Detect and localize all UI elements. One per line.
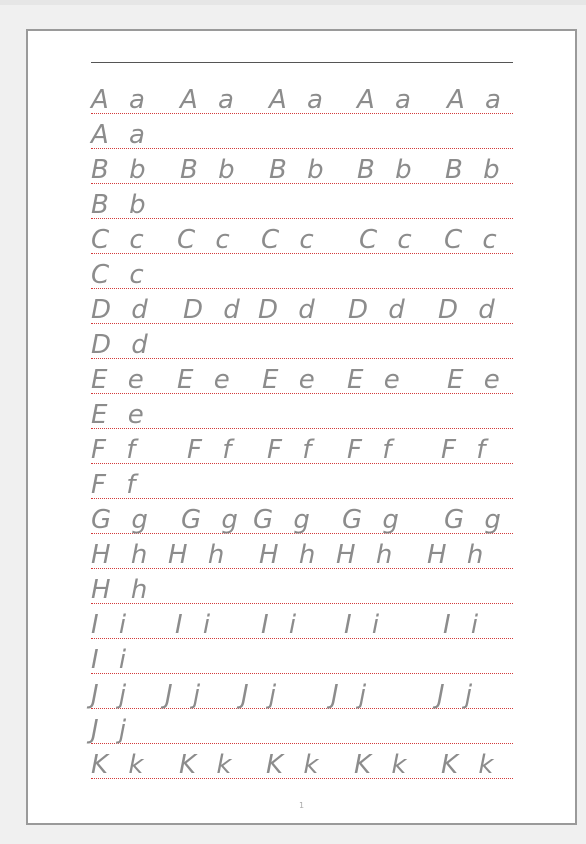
letter-pair: A a bbox=[447, 85, 507, 115]
letter-pair: H h bbox=[427, 540, 490, 570]
letter-pair: D d bbox=[183, 295, 246, 325]
letter-pair: C c bbox=[177, 225, 236, 255]
letter-pair: H h bbox=[336, 540, 399, 570]
letter-pair: A a bbox=[91, 120, 151, 150]
handwriting-row bbox=[91, 674, 513, 709]
letter-pair: K k bbox=[266, 750, 325, 780]
letter-pair: G g bbox=[444, 505, 507, 535]
handwriting-row bbox=[91, 709, 513, 744]
letter-pair: G g bbox=[91, 505, 154, 535]
letter-pair: J j bbox=[165, 680, 207, 710]
letter-pair: E e bbox=[91, 365, 150, 395]
handwriting-row bbox=[91, 254, 513, 289]
letter-pair: H h bbox=[91, 540, 154, 570]
letter-pair: G g bbox=[181, 505, 244, 535]
letter-pair: C c bbox=[91, 260, 150, 290]
letter-pair: D d bbox=[348, 295, 411, 325]
letter-pair: J j bbox=[331, 680, 373, 710]
letter-pair: B b bbox=[91, 155, 152, 185]
letter-pair: B b bbox=[91, 190, 152, 220]
letter-pair: I i bbox=[443, 610, 485, 640]
handwriting-row bbox=[91, 569, 513, 604]
handwriting-row bbox=[91, 184, 513, 219]
letter-pair: B b bbox=[269, 155, 330, 185]
letter-pair: A a bbox=[180, 85, 240, 115]
letter-pair: A a bbox=[91, 85, 151, 115]
handwriting-row bbox=[91, 324, 513, 359]
letter-pair: C c bbox=[359, 225, 418, 255]
letter-pair: E e bbox=[262, 365, 321, 395]
handwriting-row bbox=[91, 394, 513, 429]
handwriting-row bbox=[91, 79, 513, 114]
letter-pair: K k bbox=[354, 750, 413, 780]
handwriting-row bbox=[91, 464, 513, 499]
letter-pair: E e bbox=[177, 365, 236, 395]
viewer-top-strip bbox=[0, 0, 586, 5]
letter-pair: F f bbox=[187, 435, 238, 465]
handwriting-row bbox=[91, 359, 513, 394]
letter-pair: F f bbox=[347, 435, 398, 465]
page-number: 1 bbox=[298, 801, 305, 810]
handwriting-row bbox=[91, 149, 513, 184]
letter-pair: B b bbox=[357, 155, 418, 185]
letter-pair: I i bbox=[91, 610, 133, 640]
letter-pair: F f bbox=[267, 435, 318, 465]
letter-pair: J j bbox=[437, 680, 479, 710]
letter-pair: G g bbox=[342, 505, 405, 535]
handwriting-row bbox=[91, 499, 513, 534]
letter-pair: D d bbox=[258, 295, 321, 325]
header-rule bbox=[91, 62, 513, 63]
letter-pair: I i bbox=[175, 610, 217, 640]
handwriting-row bbox=[91, 289, 513, 324]
letter-pair: E e bbox=[347, 365, 406, 395]
letter-pair: I i bbox=[91, 645, 133, 675]
letter-pair: K k bbox=[179, 750, 238, 780]
letter-pair: F f bbox=[91, 470, 142, 500]
letter-pair: A a bbox=[357, 85, 417, 115]
letter-pair: C c bbox=[261, 225, 320, 255]
letter-pair: J j bbox=[241, 680, 283, 710]
worksheet-page bbox=[26, 29, 577, 825]
letter-pair: K k bbox=[91, 750, 150, 780]
letter-pair: K k bbox=[441, 750, 500, 780]
letter-pair: B b bbox=[445, 155, 506, 185]
letter-pair: C c bbox=[444, 225, 503, 255]
handwriting-rows bbox=[91, 79, 513, 779]
letter-pair: B b bbox=[180, 155, 241, 185]
handwriting-row bbox=[91, 534, 513, 569]
letter-pair: I i bbox=[344, 610, 386, 640]
handwriting-row bbox=[91, 604, 513, 639]
letter-pair: H h bbox=[91, 575, 154, 605]
letter-pair: E e bbox=[447, 365, 506, 395]
letter-pair: A a bbox=[269, 85, 329, 115]
handwriting-row bbox=[91, 639, 513, 674]
letter-pair: C c bbox=[91, 225, 150, 255]
letter-pair: F f bbox=[91, 435, 142, 465]
handwriting-row bbox=[91, 114, 513, 149]
letter-pair: D d bbox=[438, 295, 501, 325]
letter-pair: H h bbox=[259, 540, 322, 570]
letter-pair: H h bbox=[168, 540, 231, 570]
letter-pair: J j bbox=[91, 715, 133, 745]
letter-pair: J j bbox=[91, 680, 133, 710]
letter-pair: D d bbox=[91, 330, 154, 360]
letter-pair: E e bbox=[91, 400, 150, 430]
letter-pair: I i bbox=[261, 610, 303, 640]
letter-pair: G g bbox=[253, 505, 316, 535]
handwriting-row bbox=[91, 429, 513, 464]
letter-pair: F f bbox=[441, 435, 492, 465]
letter-pair: D d bbox=[91, 295, 154, 325]
handwriting-row bbox=[91, 744, 513, 779]
handwriting-row bbox=[91, 219, 513, 254]
